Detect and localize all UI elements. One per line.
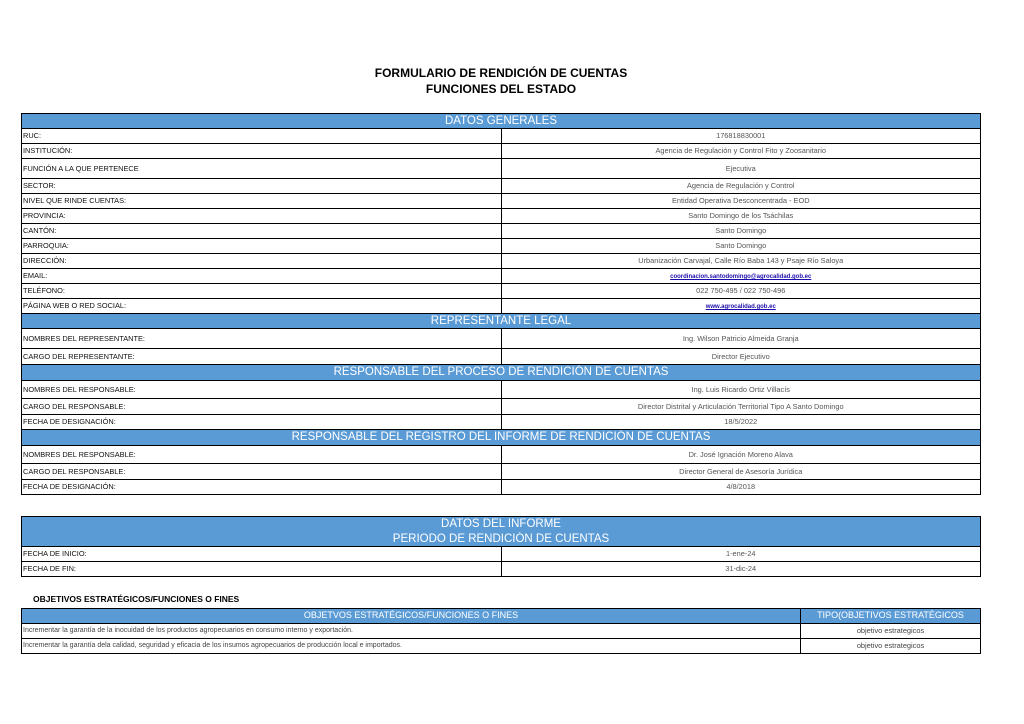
nivel-value: Entidad Operativa Desconcentrada - EOD	[501, 194, 981, 209]
periodo-heading: PERIODO DE RENDICIÓN DE CUENTAS	[22, 532, 981, 547]
nombres-responsable-proceso-value: Ing. Luis Ricardo Ortiz Villacís	[501, 381, 981, 399]
datos-generales-table	[21, 113, 981, 495]
provincia-label: PROVINCIA:	[22, 209, 502, 224]
datos-informe-heading: DATOS DEL INFORME	[22, 517, 981, 532]
objetivo-text: Incrementar la garantía de la inocuidad de los productos agropecuarios en consumo interno y exportación.	[22, 624, 801, 639]
parroquia-label: PARROQUIA:	[22, 239, 502, 254]
provincia-value: Santo Domingo de los Tsáchilas	[501, 209, 981, 224]
parroquia-value: Santo Domingo	[501, 239, 981, 254]
table-row	[22, 639, 981, 654]
sector-label: SECTOR:	[22, 179, 502, 194]
datos-informe-table	[21, 516, 981, 577]
direccion-label: DIRECCIÓN:	[22, 254, 502, 269]
nombres-representante-label: NOMBRES DEL REPRESENTANTE:	[22, 329, 502, 349]
objetivo-tipo: objetivo estrategicos	[801, 639, 981, 654]
tipo-col-header: TIPO(OBJETIVOS ESTRATÉGICOS	[801, 609, 981, 624]
fecha-fin-value: 31-dic-24	[501, 562, 981, 577]
datos-generales-heading: DATOS GENERALES	[22, 114, 981, 129]
canton-label: CANTÓN:	[22, 224, 502, 239]
responsable-proceso-heading: RESPONSABLE DEL PROCESO DE RENDICIÓN DE CUENTAS	[22, 365, 981, 381]
fecha-designacion-registro-label: FECHA DE DESIGNACIÓN:	[22, 480, 502, 495]
form-title: FORMULARIO DE RENDICIÓN DE CUENTAS	[374, 66, 628, 80]
fecha-inicio-label: FECHA DE INICIO:	[22, 547, 502, 562]
table-row	[22, 624, 981, 639]
cargo-responsable-proceso-label: CARGO DEL RESPONSABLE:	[22, 399, 502, 415]
email-link[interactable]: coordinacion.santodomingo@agrocalidad.gob.ec	[670, 273, 812, 280]
cargo-responsable-registro-value: Director General de Asesoría Jurídica	[501, 464, 981, 480]
fecha-designacion-registro-value: 4/8/2018	[501, 480, 981, 495]
fecha-designacion-proceso-label: FECHA DE DESIGNACIÓN:	[22, 415, 502, 430]
canton-value: Santo Domingo	[501, 224, 981, 239]
fecha-fin-label: FECHA DE FIN:	[22, 562, 502, 577]
objetivo-text: Incrementar la garantía dela calidad, seguridad y eficacia de los insumos agropecuarios de producción local e importados.	[22, 639, 801, 654]
email-label: EMAIL:	[22, 269, 502, 284]
ruc-label: RUC:	[22, 129, 502, 144]
representante-heading: REPRESENTANTE LEGAL	[22, 314, 981, 329]
sector-value: Agencia de Regulación y Control	[501, 179, 981, 194]
pagina-web-link[interactable]: www.agrocalidad.gob.ec	[705, 303, 776, 310]
cargo-representante-label: CARGO DEL REPRESENTANTE:	[22, 349, 502, 365]
nombres-responsable-proceso-label: NOMBRES DEL RESPONSABLE:	[22, 381, 502, 399]
responsable-registro-heading: RESPONSABLE DEL REGISTRO DEL INFORME DE RENDICIÓN DE CUENTAS	[22, 430, 981, 446]
fecha-inicio-value: 1-ene-24	[501, 547, 981, 562]
form-subtitle: FUNCIONES DEL ESTADO	[425, 82, 577, 96]
objetivos-table	[21, 608, 981, 654]
telefono-label: TELÉFONO:	[22, 284, 502, 299]
objetivo-tipo: objetivo estrategicos	[801, 624, 981, 639]
nivel-label: NIVEL QUE RINDE CUENTAS:	[22, 194, 502, 209]
cargo-responsable-proceso-value: Director Distrital y Articulación Territorial Tipo A Santo Domingo	[501, 399, 981, 415]
pagina-web-label: PÁGINA WEB O RED SOCIAL:	[22, 299, 502, 314]
objetivos-col-header: OBJETVOS ESTRATÉGICOS/FUNCIONES O FINES	[22, 609, 801, 624]
funcion-label: FUNCIÓN A LA QUE PERTENECE	[22, 159, 502, 179]
fecha-designacion-proceso-value: 18/5/2022	[501, 415, 981, 430]
nombres-representante-value: Ing. Wilson Patricio Almeida Granja	[501, 329, 981, 349]
nombres-responsable-registro-label: NOMBRES DEL RESPONSABLE:	[22, 446, 502, 464]
direccion-value: Urbanización Carvajal, Calle Río Baba 143 y Psaje Río Saloya	[501, 254, 981, 269]
nombres-responsable-registro-value: Dr. José Ignación Moreno Alava	[501, 446, 981, 464]
institucion-value: Agencia de Regulación y Control Fito y Zoosanitario	[501, 144, 981, 159]
telefono-value: 022 750-495 / 022 750-496	[501, 284, 981, 299]
objetivos-section-title: OBJETIVOS ESTRATÉGICOS/FUNCIONES O FINES	[33, 594, 240, 604]
institucion-label: INSTITUCIÓN:	[22, 144, 502, 159]
cargo-representante-value: Director Ejecutivo	[501, 349, 981, 365]
cargo-responsable-registro-label: CARGO DEL RESPONSABLE:	[22, 464, 502, 480]
funcion-value: Ejecutiva	[501, 159, 981, 179]
ruc-value: 176818830001	[501, 129, 981, 144]
